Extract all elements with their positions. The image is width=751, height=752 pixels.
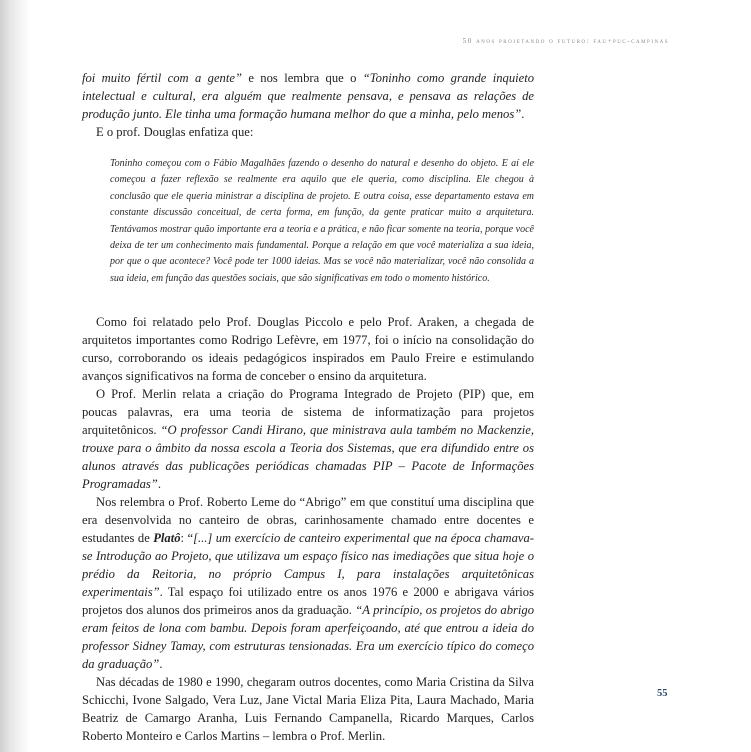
- paragraph-4-period: .: [157, 477, 161, 491]
- page-gutter-shadow: [0, 0, 30, 752]
- paragraph-5-period: .: [159, 657, 163, 671]
- paragraph-2: E o prof. Douglas enfatiza que:: [96, 125, 254, 139]
- main-paragraphs: [82, 313, 534, 745]
- plato-term: Platô: [153, 531, 181, 545]
- paragraph-5-text-b: . Tal espaço foi utilizado entre os anos 1976 e 2000 e abrigava vários projetos dos alunos dos primeiros anos da graduação.: [82, 585, 534, 617]
- paragraph-4-quote: “O professor Candi Hirano, que ministrava aula também no Mackenzie, trouxe para o âmbito da nossa escola a Teoria dos Sistemas, que era difundido entre os alunos através das publicações periódicas chamadas PIP – Pacote de Informações Programadas”: [82, 423, 534, 491]
- paragraph-5-quote-a: [...] um exercício de canteiro experimental que na época chamava-se Introdução ao Projeto, que utilizava um espaço físico nas imediações que situa hoje o prédio da Reitoria, no próprio Campus I, para instalações arquitetônicas experimentais”: [82, 531, 534, 599]
- paragraph-1-period: .: [521, 107, 525, 121]
- paragraph-5-text-a: Nos relembra o Prof. Roberto Leme do “Abrigo” em que constituí uma disciplina que era desenvolvida no canteiro de obras, carinhosamente chamado entre docentes e estudantes de: [82, 495, 534, 545]
- paragraph-1-text: e nos lembra que o: [241, 71, 363, 85]
- paragraph-4: [82, 385, 534, 493]
- paragraph-1-quote: “Toninho como grande inquieto intelectual e cultural, era alguém que realmente pensava, e pensava as relações de produção junto. Ele tinha uma formação humana melhor do que a minha, pelo menos”: [82, 71, 535, 121]
- page-number: 55: [657, 688, 668, 699]
- opening-paragraphs: [82, 69, 534, 141]
- running-head: 50 anos projetando o futuro: fau+puc-campinas: [462, 37, 669, 45]
- paragraph-5-colon: : “: [180, 531, 194, 545]
- paragraph-6: Nas décadas de 1980 e 1990, chegaram outros docentes, como Maria Cristina da Silva Schicchi, Ivone Salgado, Vera Luz, Jane Victal Maria Eliza Pita, Laura Machado, Maria Beatriz de Camargo Aranha, Luis Fernando Campanella, Ricardo Marques, Carlos Roberto Monteiro e Carlos Martins – lembra o Prof. Merlin.: [82, 675, 534, 743]
- paragraph-3: Como foi relatado pelo Prof. Douglas Piccolo e pelo Prof. Araken, a chegada de arquitetos importantes como Rodrigo Lefèvre, em 1977, foi o início na consolidação do curso, corroborando os ideais pedagógicos inspirados em Paulo Freire e estimulando avanços significativos na forma de conceber o ensino da arquitetura.: [82, 315, 534, 383]
- paragraph-1: [82, 69, 534, 123]
- paragraph-4-text: O Prof. Merlin relata a criação do Programa Integrado de Projeto (PIP) que, em poucas palavras, era uma teoria de sistema de informatização para projetos arquitetônicos.: [82, 387, 534, 437]
- block-quote: Toninho começou com o Fábio Magalhães fazendo o desenho do natural e desenho do objeto. E aí ele começou a fazer reflexão se realmente era aquilo que ele queria, como disciplina. Ele chegou à conclusão que ele queria ministrar a disciplina de projeto. E outra coisa, esse departamento estava em constante discussão conceitual, de certa forma, em função, da gente praticar muito a arquitetura. Tentávamos mostrar quão importante era a teoria e a prática, e não ficar somente na teoria, porque você deixa de ter um conhecimento mais fundamental. Porque a relação em que você materializa a sua ideia, por que o que acontece? Você pode ter 1000 ideias. Mas se você não materializar, você não consolida a sua ideia, em função das questões sociais, que são significativas em todo o momento histórico.: [110, 158, 534, 284]
- paragraph-1-quote-end: foi muito fértil com a gente”: [82, 71, 242, 85]
- paragraph-5-quote-b: “A princípio, os projetos do abrigo eram feitos de lona com bambu. Depois foram aperfeiçoando, até que entrou a ideia do professor Sidney Tamay, com estruturas tensionadas. Era um exercício típico do começo da graduação”: [82, 603, 534, 671]
- paragraph-5: [82, 493, 534, 673]
